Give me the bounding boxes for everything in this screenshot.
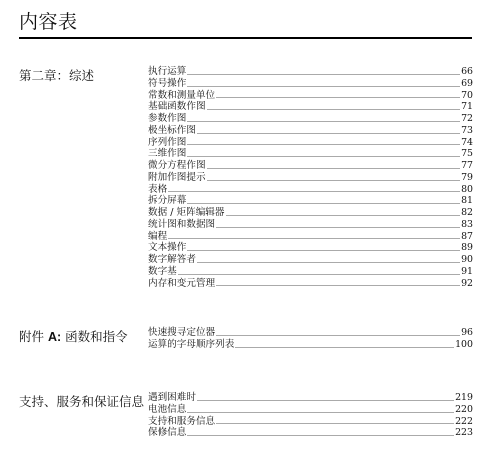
title-divider	[19, 37, 472, 39]
toc-entry-page: 92	[461, 277, 473, 289]
toc-entry-label: 常数和测量单位	[148, 89, 216, 101]
toc-entry[interactable]	[148, 266, 473, 278]
toc-entry[interactable]	[148, 148, 473, 160]
chapter-letter: A:	[47, 330, 62, 344]
toc-entry-page: 220	[455, 403, 473, 415]
toc-entry[interactable]	[148, 427, 473, 439]
toc-entry-label: 快速搜寻定位器	[148, 327, 216, 338]
toc-entry-label: 文本操作	[148, 242, 187, 254]
toc-entry[interactable]	[148, 207, 473, 219]
toc-entry-page: 80	[461, 183, 473, 195]
dot-leader	[216, 97, 460, 98]
toc-entry[interactable]	[148, 278, 473, 290]
toc-entry[interactable]	[148, 125, 473, 137]
dot-leader	[187, 121, 460, 122]
toc-entry-label: 微分方程作图	[148, 160, 206, 171]
dot-leader	[187, 250, 460, 251]
toc-entry[interactable]	[148, 416, 473, 428]
dot-leader	[168, 238, 460, 239]
toc-entry-page: 90	[461, 254, 473, 265]
toc-entry[interactable]	[148, 327, 473, 339]
toc-entry-list	[148, 392, 473, 439]
toc-entry-label: 参数作图	[148, 113, 187, 124]
toc-entry-label: 电池信息	[148, 403, 187, 415]
toc-entry-label: 符号操作	[148, 77, 187, 89]
toc-entry-page: 100	[455, 338, 473, 350]
chapter-prefix: 附件	[19, 329, 48, 344]
dot-leader	[187, 74, 460, 75]
chapter-heading: 支持、服务和保证信息	[19, 394, 145, 409]
dot-leader	[207, 109, 461, 110]
toc-entry-page: 74	[461, 136, 473, 148]
toc-entry-page: 70	[461, 89, 473, 101]
toc-entry-page: 87	[461, 230, 473, 242]
toc-entry-label: 基础函数作图	[148, 101, 206, 113]
page-title: 内容表	[19, 11, 78, 33]
dot-leader	[226, 215, 461, 216]
toc-entry-label: 数字基	[148, 265, 177, 277]
toc-entry-label: 保修信息	[148, 427, 187, 439]
toc-entry-page: 81	[461, 195, 473, 207]
toc-entry[interactable]	[148, 113, 473, 125]
toc-entry[interactable]	[148, 101, 473, 113]
toc-entry[interactable]	[148, 195, 473, 207]
toc-entry-label: 编程	[148, 230, 168, 242]
toc-entry[interactable]	[148, 90, 473, 102]
dot-leader	[207, 168, 461, 169]
toc-entry[interactable]	[148, 231, 473, 243]
toc-entry-label: 三维作图	[148, 148, 187, 160]
toc-entry[interactable]	[148, 78, 473, 90]
toc-entry-label: 拆分屏幕	[148, 195, 187, 207]
toc-entry-label: 运算的字母顺序列表	[148, 338, 235, 350]
dot-leader	[187, 412, 454, 413]
toc-entry-label: 支持和服务信息	[148, 415, 216, 427]
toc-entry-page: 222	[455, 415, 473, 427]
dot-leader	[187, 86, 460, 87]
dot-leader	[187, 203, 460, 204]
dot-leader	[187, 144, 460, 145]
toc-entry[interactable]	[148, 66, 473, 78]
toc-entry[interactable]	[148, 160, 473, 172]
toc-entry-page: 219	[455, 392, 473, 403]
toc-entry-label: 执行运算	[148, 66, 187, 77]
dot-leader	[197, 133, 460, 134]
toc-entry-page: 91	[461, 265, 473, 277]
toc-entry-page: 66	[461, 66, 473, 77]
dot-leader	[207, 180, 461, 181]
dot-leader	[197, 400, 454, 401]
dot-leader	[216, 423, 454, 424]
dot-leader	[178, 274, 460, 275]
toc-entry-page: 77	[461, 160, 473, 171]
toc-entry-page: 75	[461, 148, 473, 160]
toc-entry-page: 73	[461, 124, 473, 136]
toc-entry-list	[148, 327, 473, 351]
toc-entry-label: 附加作图提示	[148, 171, 206, 183]
toc-entry[interactable]	[148, 242, 473, 254]
toc-entry-page: 83	[461, 218, 473, 230]
toc-entry-page: 72	[461, 113, 473, 124]
dot-leader	[187, 435, 454, 436]
toc-entry-label: 序列作图	[148, 136, 187, 148]
toc-entry[interactable]	[148, 339, 473, 351]
chapter-suffix: 函数和指令	[61, 329, 128, 344]
chapter-heading	[19, 327, 128, 345]
dot-leader	[216, 285, 460, 286]
toc-entry-page: 96	[461, 327, 473, 338]
toc-entry[interactable]	[148, 254, 473, 266]
toc-entry-label: 数字解答者	[148, 254, 196, 265]
chapter-heading: 第二章：综述	[19, 68, 95, 83]
toc-entry-label: 遇到困难时	[148, 392, 196, 403]
toc-entry-list	[148, 66, 473, 289]
dot-leader	[168, 191, 460, 192]
toc-entry-label: 表格	[148, 183, 168, 195]
dot-leader	[187, 156, 460, 157]
toc-entry-page: 223	[455, 427, 473, 439]
toc-entry[interactable]	[148, 137, 473, 149]
dot-leader	[235, 347, 454, 348]
dot-leader	[197, 262, 460, 263]
toc-entry-page: 82	[461, 207, 473, 218]
toc-entry-label: 统计图和数据图	[148, 218, 216, 230]
toc-entry[interactable]	[148, 219, 473, 231]
toc-entry-page: 89	[461, 242, 473, 254]
toc-entry-label: 内存和变元管理	[148, 277, 216, 289]
dot-leader	[216, 335, 460, 336]
toc-entry-page: 71	[461, 101, 473, 113]
toc-entry[interactable]	[148, 184, 473, 196]
toc-entry-label: 极坐标作图	[148, 124, 196, 136]
toc-entry[interactable]	[148, 172, 473, 184]
toc-entry[interactable]	[148, 404, 473, 416]
toc-entry-page: 79	[461, 171, 473, 183]
toc-entry-page: 69	[461, 77, 473, 89]
toc-entry[interactable]	[148, 392, 473, 404]
toc-entry-label: 数据 / 矩阵编辑器	[148, 207, 225, 218]
dot-leader	[216, 227, 460, 228]
